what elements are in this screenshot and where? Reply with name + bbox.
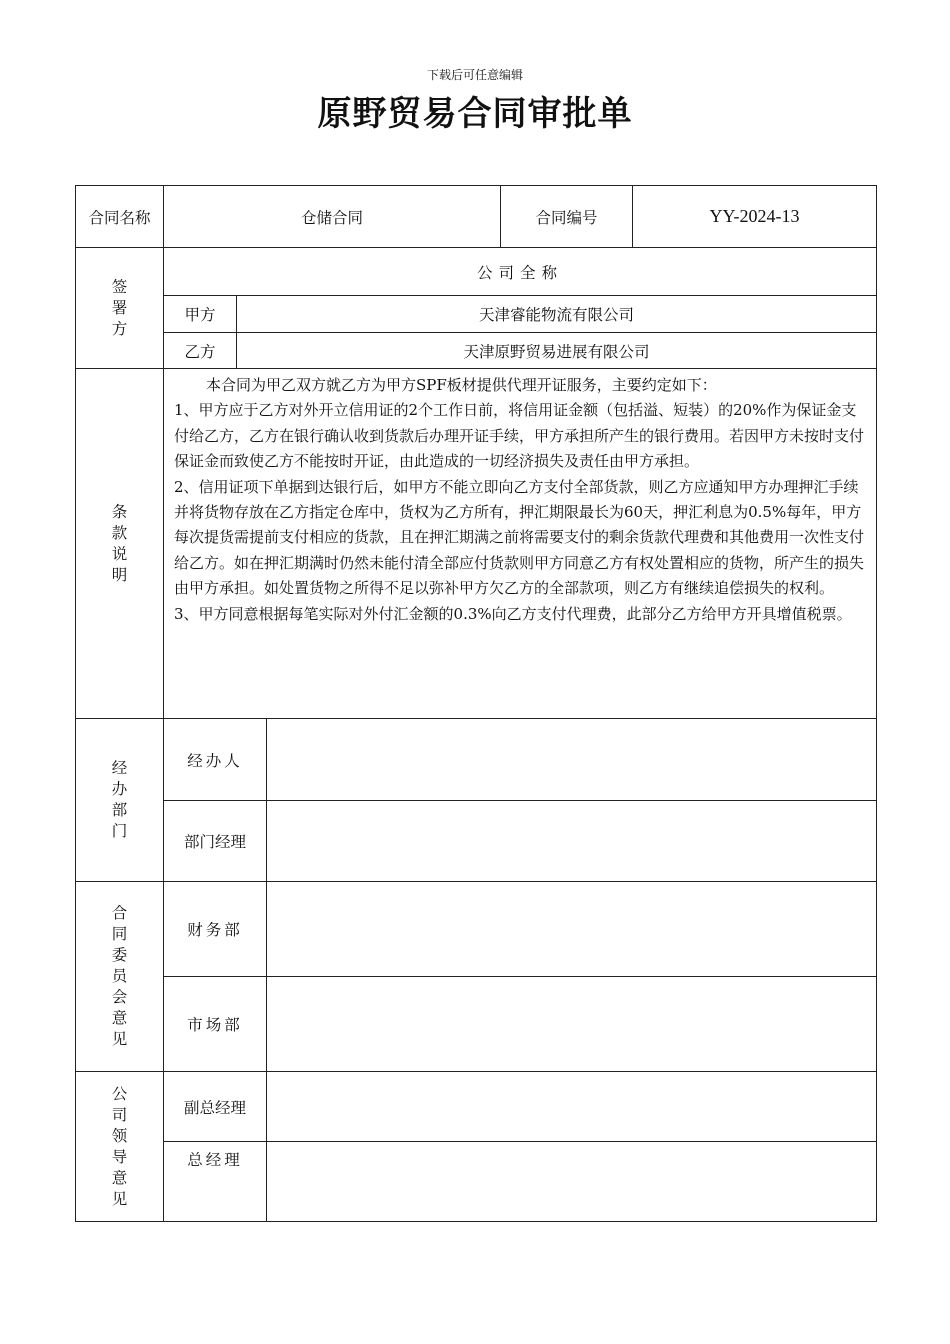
clause-intro: 本合同为甲乙双方就乙方为甲方SPF板材提供代理开证服务，主要约定如下： — [206, 376, 717, 394]
clause-2: 2、信用证项下单据到达银行后，如甲方不能立即向乙方支付全部货款，则乙方应通知甲方办理押汇手续并将货物存放在乙方指定仓库中，货权为乙方所有，押汇期限最长为60天，押汇利息为0.5%每年，甲方每次提货需提前支付相应的货款，且在押汇期满之前将需要支付的剩余货款代理费和其他费用一次性支付给乙方。如在押汇期满时仍然未能付清全部应付货款则甲方同意乙方有权处置相应的货物，所产生的损失由甲方承担。如处置货物之所得不足以弥补甲方欠乙方的全部款项，则乙方有继续追偿损失的权利。 — [174, 477, 865, 598]
clause-3: 3、甲方同意根据每笔实际对外付汇金额的0.3%向乙方支付代理费，此部分乙方给甲方开具增值税票。 — [174, 604, 852, 623]
clauses-text — [164, 369, 877, 719]
gm-opinion-cell[interactable] — [267, 1142, 877, 1222]
company-full-name-header: 公司全称 — [164, 248, 877, 296]
party-b-row — [76, 333, 877, 369]
clauses-row — [76, 369, 877, 719]
handling-dept-label: 经 办 部 门 — [76, 719, 164, 882]
dept-manager-row — [76, 801, 877, 882]
market-dept-label: 市场部 — [164, 977, 267, 1072]
committee-opinion-label: 合 同 委 员 会 意 见 — [76, 882, 164, 1072]
signatory-header-row — [76, 248, 877, 296]
party-b-label: 乙方 — [164, 333, 237, 369]
finance-row — [76, 882, 877, 977]
finance-opinion-cell[interactable] — [267, 882, 877, 977]
signatory-label: 签 署 方 — [76, 248, 164, 369]
download-note: 下载后可任意编辑 — [426, 68, 523, 82]
party-a-value: 天津睿能物流有限公司 — [237, 296, 877, 333]
party-a-row — [76, 296, 877, 333]
form-title: 原野贸易合同审批单 — [317, 94, 633, 134]
contract-name-value: 仓储合同 — [164, 186, 501, 248]
approval-table — [75, 185, 877, 1222]
gm-label: 总经理 — [164, 1142, 267, 1222]
party-a-label: 甲方 — [164, 296, 237, 333]
contract-number-value: YY-2024-13 — [633, 186, 877, 248]
clauses-label: 条 款 说 明 — [76, 369, 164, 719]
deputy-gm-opinion-cell[interactable] — [267, 1072, 877, 1142]
contract-number-label: 合同编号 — [501, 186, 633, 248]
deputy-gm-row — [76, 1072, 877, 1142]
party-b-value: 天津原野贸易进展有限公司 — [237, 333, 877, 369]
contract-row — [76, 186, 877, 248]
gm-row — [76, 1142, 877, 1222]
handler-label: 经办人 — [164, 719, 267, 801]
handler-row — [76, 719, 877, 801]
leadership-opinion-label: 公 司 领 导 意 见 — [76, 1072, 164, 1222]
finance-dept-label: 财务部 — [164, 882, 267, 977]
dept-manager-input-cell[interactable] — [267, 801, 877, 882]
market-opinion-cell[interactable] — [267, 977, 877, 1072]
market-row — [76, 977, 877, 1072]
deputy-gm-label: 副总经理 — [164, 1072, 267, 1142]
dept-manager-label: 部门经理 — [164, 801, 267, 882]
contract-name-label: 合同名称 — [76, 186, 164, 248]
clause-1: 1、甲方应于乙方对外开立信用证的2个工作日前，将信用证金额（包括溢、短装）的20%作为保证金支付给乙方，乙方在银行确认收到货款后办理开证手续，甲方承担所产生的银行费用。若因甲方未按时支付保证金而致使乙方不能按时开证，由此造成的一切经济损失及责任由甲方承担。 — [174, 401, 865, 471]
handler-input-cell[interactable] — [267, 719, 877, 801]
